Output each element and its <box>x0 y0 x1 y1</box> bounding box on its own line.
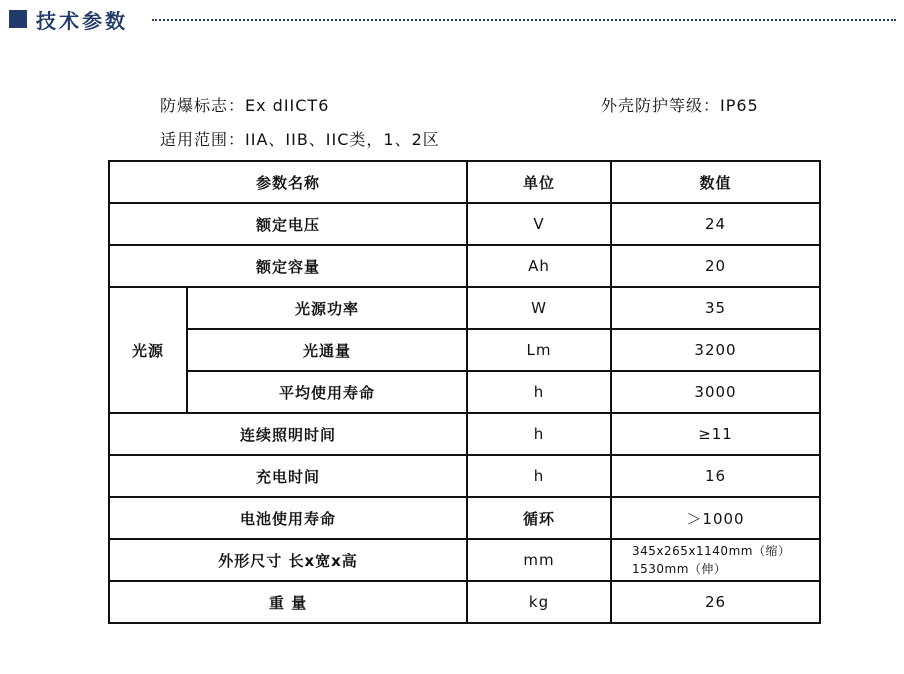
param-value: 3000 <box>611 371 820 413</box>
param-unit: mm <box>467 539 611 581</box>
header-name: 参数名称 <box>109 161 467 203</box>
param-value: ≥11 <box>611 413 820 455</box>
param-name: 电池使用寿命 <box>109 497 467 539</box>
table-row <box>109 497 820 539</box>
param-value: 20 <box>611 245 820 287</box>
section-title: 技术参数 <box>36 9 128 33</box>
param-name: 光源功率 <box>187 287 467 329</box>
table-row <box>109 455 820 497</box>
applicable-scope: 适用范围：IIA、IIB、IIC类，1、2区 <box>160 130 440 149</box>
param-value: 35 <box>611 287 820 329</box>
table-row <box>109 371 820 413</box>
param-unit: h <box>467 413 611 455</box>
light-source-group: 光源 <box>109 287 187 413</box>
param-value: 26 <box>611 581 820 623</box>
param-value: 3200 <box>611 329 820 371</box>
param-name: 光通量 <box>187 329 467 371</box>
header-dotted-divider <box>152 19 896 21</box>
dimensions-line-2: 1530mm（伸） <box>632 562 727 576</box>
param-unit: h <box>467 455 611 497</box>
param-unit: Ah <box>467 245 611 287</box>
param-name: 外形尺寸 长x宽x高 <box>109 539 467 581</box>
param-name: 额定电压 <box>109 203 467 245</box>
header-square-icon <box>9 10 27 28</box>
param-value <box>611 539 820 581</box>
param-name: 充电时间 <box>109 455 467 497</box>
param-name: 平均使用寿命 <box>187 371 467 413</box>
header-unit: 单位 <box>467 161 611 203</box>
table-row <box>109 413 820 455</box>
param-unit: Lm <box>467 329 611 371</box>
table-row <box>109 329 820 371</box>
param-unit: kg <box>467 581 611 623</box>
table-row <box>109 287 820 329</box>
param-unit: h <box>467 371 611 413</box>
param-name: 重 量 <box>109 581 467 623</box>
header-value: 数值 <box>611 161 820 203</box>
param-name: 额定容量 <box>109 245 467 287</box>
section-header <box>0 0 904 36</box>
param-name: 连续照明时间 <box>109 413 467 455</box>
param-value: 24 <box>611 203 820 245</box>
table-row <box>109 245 820 287</box>
param-value: 16 <box>611 455 820 497</box>
explosion-mark: 防爆标志：Ex dIICT6 <box>160 96 330 115</box>
spec-table <box>108 160 821 624</box>
table-row <box>109 581 820 623</box>
param-unit: W <box>467 287 611 329</box>
table-header-row <box>109 161 820 203</box>
table-row <box>109 539 820 581</box>
param-unit: 循环 <box>467 497 611 539</box>
param-value: ＞1000 <box>611 497 820 539</box>
protection-level: 外壳防护等级：IP65 <box>601 96 759 115</box>
param-unit: V <box>467 203 611 245</box>
dimensions-line-1: 345x265x1140mm（缩） <box>632 544 791 558</box>
table-row <box>109 203 820 245</box>
